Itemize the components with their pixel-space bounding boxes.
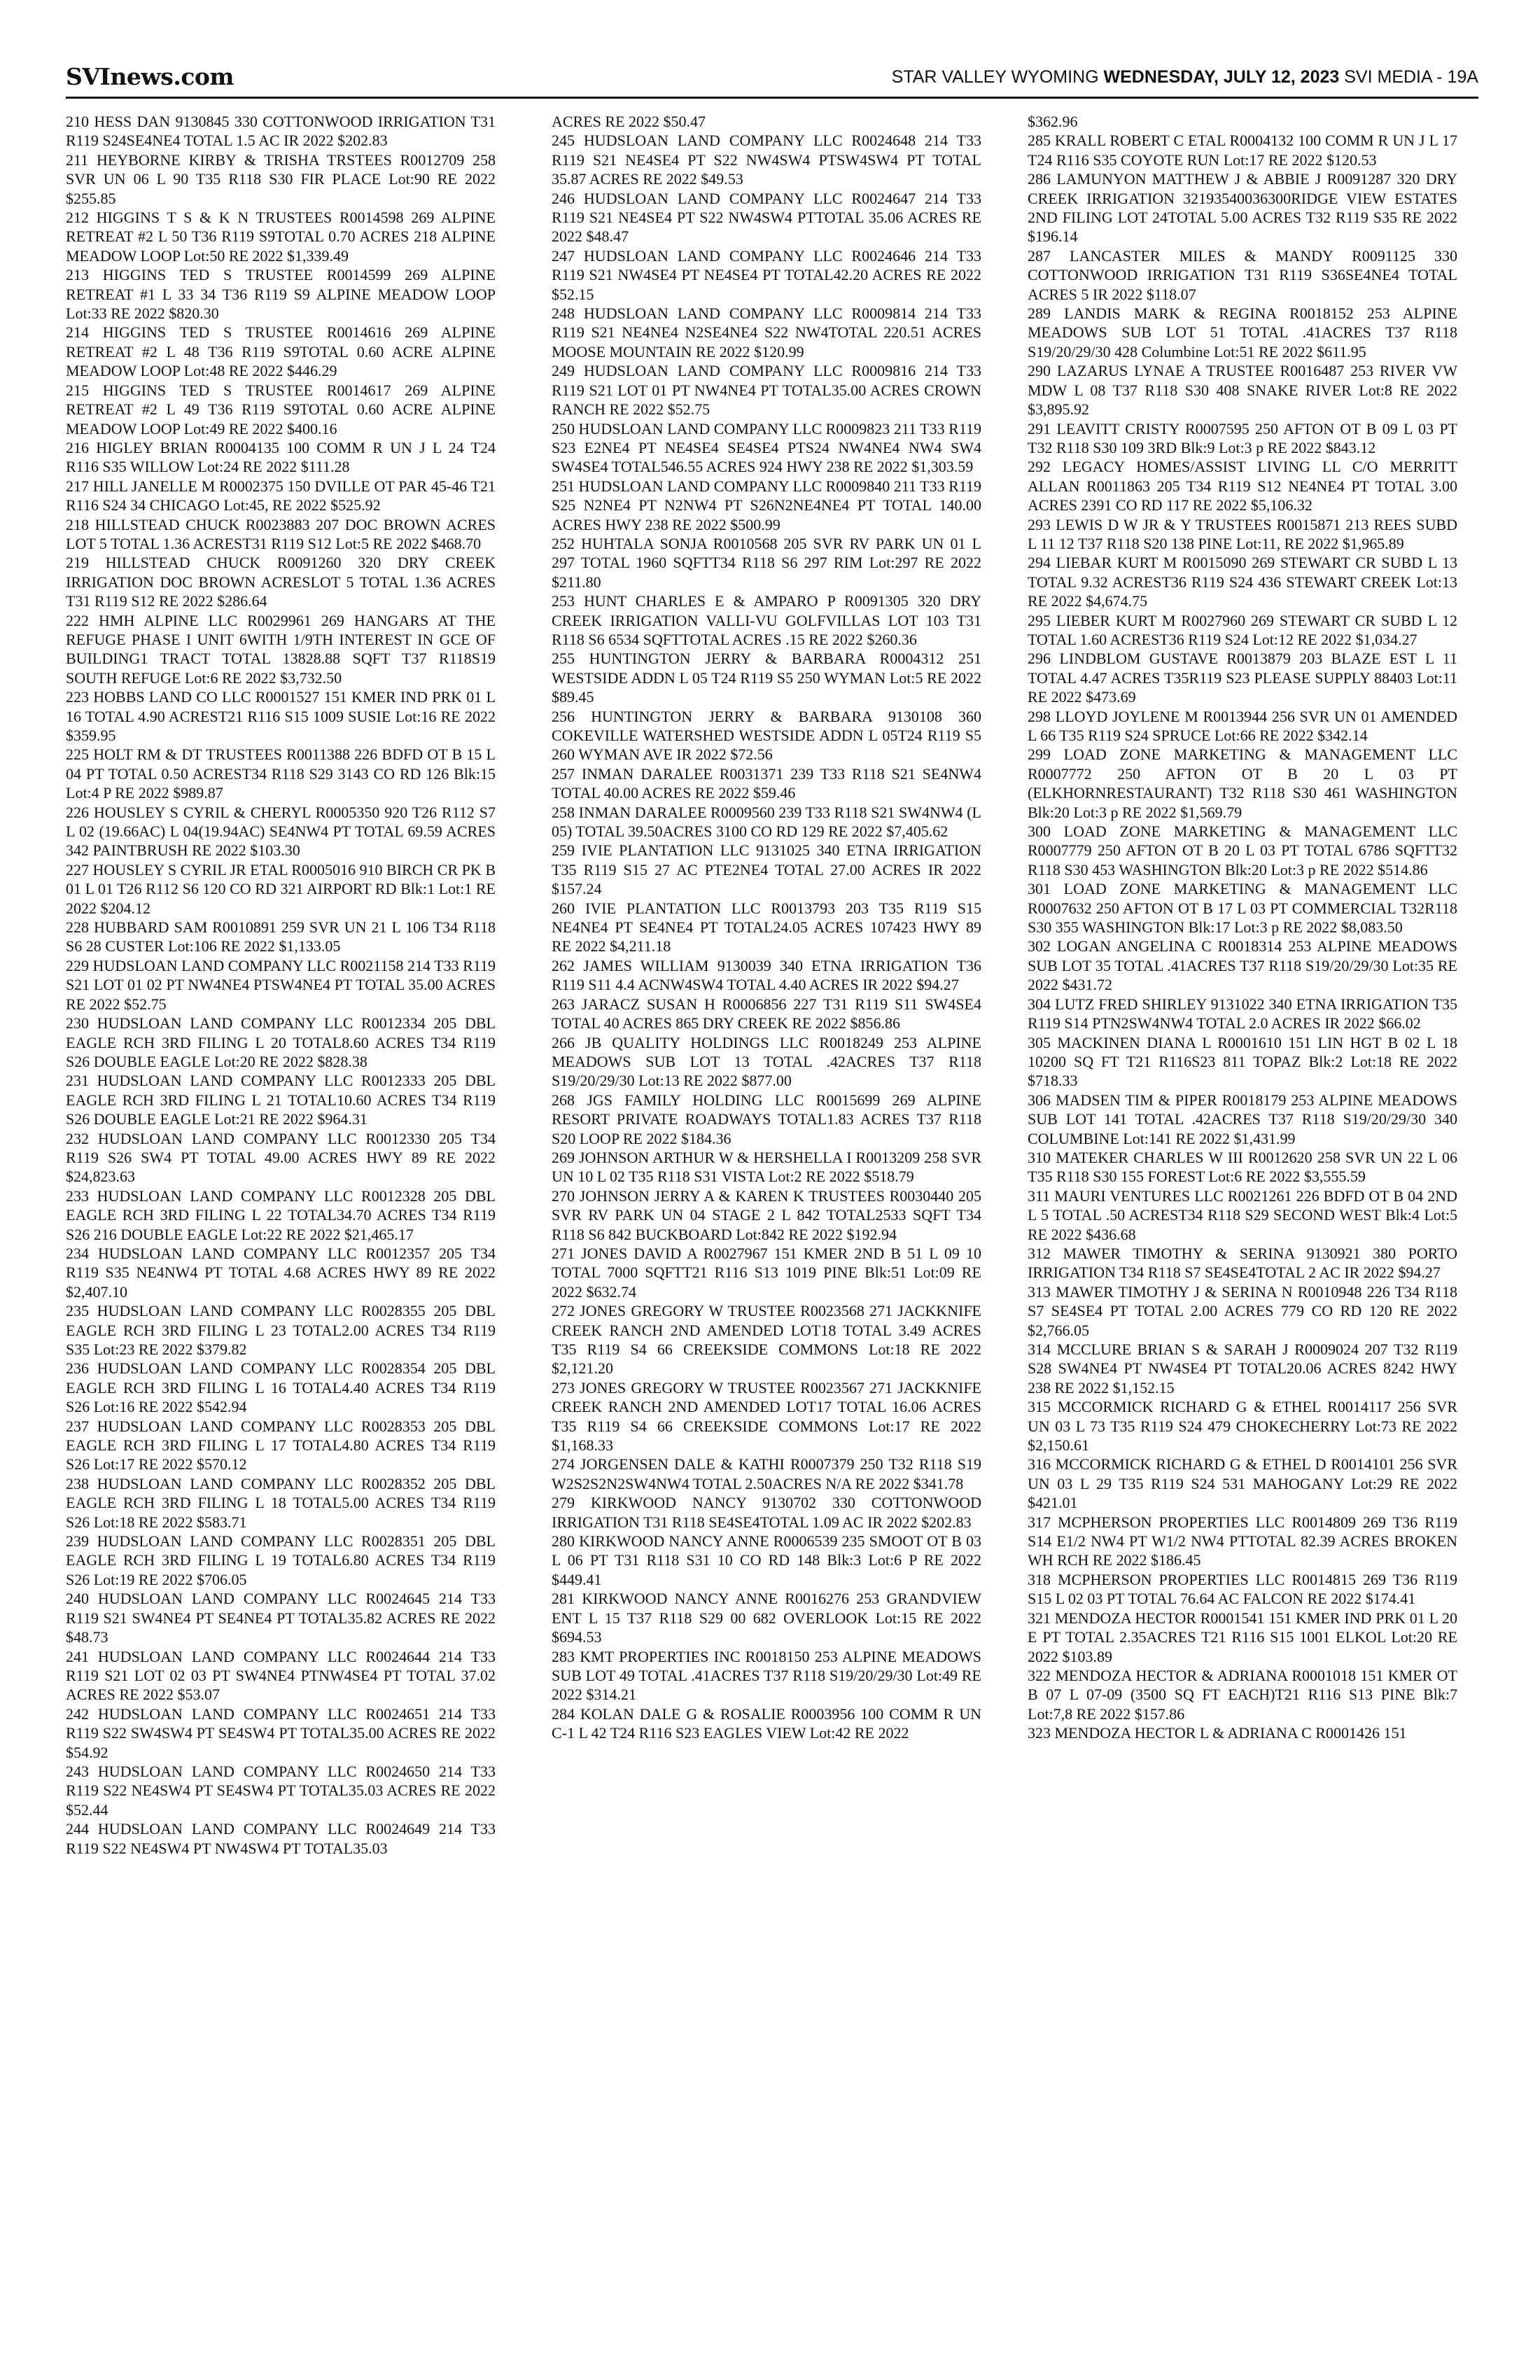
legal-notice-entry: 286 LAMUNYON MATTHEW J & ABBIE J R0091287 320 DRY CREEK IRRIGATION 32193540036300RIDGE VIEW ESTATES 2ND FILING LOT 24TOTAL 5.00 ACRES T32 R119 S35 RE 2022 $196.14 [1028, 170, 1457, 246]
legal-notice-entry: 272 JONES GREGORY W TRUSTEE R0023568 271 JACKKNIFE CREEK RANCH 2ND AMENDED LOT18 TOTAL 3.49 ACRES T35 R119 S4 66 CREEKSIDE COMMONS Lot:18 RE 2022 $2,121.20 [552, 1302, 981, 1378]
masthead [66, 62, 1478, 99]
dateline-place: STAR VALLEY WYOMING [891, 67, 1099, 87]
legal-notice-entry: $362.96 [1028, 113, 1078, 130]
legal-notice-entry: 235 HUDSLOAN LAND COMPANY LLC R0028355 205 DBL EAGLE RCH 3RD FILING L 23 TOTAL2.00 ACRES T34 R119 S35 Lot:23 RE 2022 $379.82 [66, 1302, 496, 1358]
legal-notice-entry: 228 HUBBARD SAM R0010891 259 SVR UN 21 L 106 T34 R118 S6 28 CUSTER Lot:106 RE 2022 $1,133.05 [66, 918, 496, 955]
legal-notice-entry: 270 JOHNSON JERRY A & KAREN K TRUSTEES R0030440 205 SVR RV PARK UN 04 STAGE 2 L 842 TOTAL2533 SQFT T34 R118 S6 842 BUCKBOARD Lot:842 RE 2022 $192.94 [552, 1186, 981, 1243]
legal-notice-entry: 222 HMH ALPINE LLC R0029961 269 HANGARS AT THE REFUGE PHASE I UNIT 6WITH 1/9TH INTEREST IN GCE OF BUILDING1 TRACT TOTAL 13828.88 SQFT T37 R118S19 SOUTH REFUGE Lot:6 RE 2022 $3,732.50 [66, 611, 496, 687]
legal-notice-entry: 271 JONES DAVID A R0027967 151 KMER 2ND B 51 L 09 10 TOTAL 7000 SQFTT21 R116 S13 1019 PINE Blk:51 Lot:09 RE 2022 $632.74 [552, 1244, 981, 1301]
legal-notice-entry: 259 IVIE PLANTATION LLC 9131025 340 ETNA IRRIGATION T35 R119 S15 27 AC PTE2NE4 TOTAL 27.00 ACRES IR 2022 $157.24 [552, 841, 981, 898]
legal-notice-entry: 216 HIGLEY BRIAN R0004135 100 COMM R UN J L 24 T24 R116 S35 WILLOW Lot:24 RE 2022 $111.28 [66, 438, 496, 476]
legal-notice-entry: 233 HUDSLOAN LAND COMPANY LLC R0012328 205 DBL EAGLE RCH 3RD FILING L 22 TOTAL34.70 ACRES T34 R119 S26 216 DOUBLE EAGLE Lot:22 RE 2022 $21,465.17 [66, 1186, 496, 1243]
legal-notice-entry: 212 HIGGINS T S & K N TRUSTEES R0014598 269 ALPINE RETREAT #2 L 50 T36 R119 S9TOTAL 0.70 ACRES 218 ALPINE MEADOW LOOP Lot:50 RE 2022 $1,339.49 [66, 209, 496, 265]
legal-notice-entry: 294 LIEBAR KURT M R0015090 269 STEWART CR SUBD L 13 TOTAL 9.32 ACREST36 R119 S24 436 STEWART CREEK Lot:13 RE 2022 $4,674.75 [1028, 554, 1457, 610]
legal-notice-entry: 234 HUDSLOAN LAND COMPANY LLC R0012357 205 T34 R119 S35 NE4NW4 PT TOTAL 4.68 ACRES HWY 89 RE 2022 $2,407.10 [66, 1244, 496, 1301]
legal-notice-entry: 248 HUDSLOAN LAND COMPANY LLC R0009814 214 T33 R119 S21 NE4NE4 N2SE4NE4 S22 NW4TOTAL 220.51 ACRES MOOSE MOUNTAIN RE 2022 $120.99 [552, 304, 981, 360]
legal-notice-entry: 292 LEGACY HOMES/ASSIST LIVING LL C/O MERRITT ALLAN R0011863 205 T34 R119 S12 NE4NE4 PT TOTAL 3.00 ACRES 2391 CO RD 117 RE 2022 $5,106.32 [1028, 458, 1457, 514]
legal-notice-entry: 219 HILLSTEAD CHUCK R0091260 320 DRY CREEK IRRIGATION DOC BROWN ACRESLOT 5 TOTAL 1.36 ACRES T31 R119 S12 RE 2022 $286.64 [66, 554, 496, 610]
legal-notice-entry: 283 KMT PROPERTIES INC R0018150 253 ALPINE MEADOWS SUB LOT 49 TOTAL .41ACRES T37 R118 S19/20/29/30 Lot:49 RE 2022 $314.21 [552, 1647, 981, 1704]
legal-notice-entry: 237 HUDSLOAN LAND COMPANY LLC R0028353 205 DBL EAGLE RCH 3RD FILING L 17 TOTAL4.80 ACRES T34 R119 S26 Lot:17 RE 2022 $570.12 [66, 1417, 496, 1474]
legal-notice-entry: 323 MENDOZA HECTOR L & ADRIANA C R0001426 151 [1028, 1724, 1407, 1742]
legal-notice-entry: 249 HUDSLOAN LAND COMPANY LLC R0009816 214 T33 R119 S21 LOT 01 PT NW4NE4 PT TOTAL35.00 ACRES CROWN RANCH RE 2022 $52.75 [552, 362, 981, 419]
legal-notice-entry: 230 HUDSLOAN LAND COMPANY LLC R0012334 205 DBL EAGLE RCH 3RD FILING L 20 TOTAL8.60 ACRES T34 R119 S26 DOUBLE EAGLE Lot:20 RE 2022 $828.38 [66, 1014, 496, 1070]
legal-notice-entry: 251 HUDSLOAN LAND COMPANY LLC R0009840 211 T33 R119 S25 N2NE4 PT N2NW4 PT S26N2NE4NE4 PT TOTAL 140.00 ACRES HWY 238 RE 2022 $500.99 [552, 477, 981, 533]
legal-notice-entry: 242 HUDSLOAN LAND COMPANY LLC R0024651 214 T33 R119 S22 SW4SW4 PT SE4SW4 PT TOTAL35.00 ACRES RE 2022 $54.92 [66, 1704, 496, 1761]
legal-notice-entry: 260 IVIE PLANTATION LLC R0013793 203 T35 R119 S15 NE4NE4 PT SE4NE4 PT TOTAL24.05 ACRES 107423 HWY 89 RE 2022 $4,211.18 [552, 899, 981, 955]
legal-notice-entry: 315 MCCORMICK RICHARD G & ETHEL R0014117 256 SVR UN 03 L 73 T35 R119 S24 479 CHOKECHERRY Lot:73 RE 2022 $2,150.61 [1028, 1398, 1457, 1455]
legal-notice-entry: ACRES RE 2022 $50.47 [552, 113, 706, 130]
legal-notice-entry: 305 MACKINEN DIANA L R0001610 151 LIN HGT B 02 L 18 10200 SQ FT T21 R116S23 811 TOPAZ Blk:2 Lot:18 RE 2022 $718.33 [1028, 1033, 1457, 1090]
legal-notice-entry: 301 LOAD ZONE MARKETING & MANAGEMENT LLC R0007632 250 AFTON OT B 17 L 03 PT COMMERCIAL T32R118 S30 355 WASHINGTON Blk:17 Lot:3 p RE 2022 $8,083.50 [1028, 880, 1457, 937]
legal-notice-entry: 314 MCCLURE BRIAN S & SARAH J R0009024 207 T32 R119 S28 SW4NE4 PT NW4SE4 PT TOTAL20.06 ACRES 8242 HWY 238 RE 2022 $1,152.15 [1028, 1340, 1457, 1396]
legal-notice-entry: 287 LANCASTER MILES & MANDY R0091125 330 COTTONWOOD IRRIGATION T31 R119 S36SE4NE4 TOTAL ACRES 5 IR 2022 $118.07 [1028, 246, 1457, 303]
legal-notice-entry: 296 LINDBLOM GUSTAVE R0013879 203 BLAZE EST L 11 TOTAL 4.47 ACRES T35R119 S23 PLEASE SUPPLY 88403 Lot:11 RE 2022 $473.69 [1028, 650, 1457, 706]
dateline [892, 67, 1478, 88]
legal-notice-entry: 269 JOHNSON ARTHUR W & HERSHELLA I R0013209 258 SVR UN 10 L 02 T35 R118 S31 VISTA Lot:2 RE 2022 $518.79 [552, 1148, 981, 1186]
legal-notice-entry: 298 LLOYD JOYLENE M R0013944 256 SVR UN 01 AMENDED L 66 T35 R119 S24 SPRUCE Lot:66 RE 2022 $342.14 [1028, 707, 1457, 744]
legal-notice-entry: 322 MENDOZA HECTOR & ADRIANA R0001018 151 KMER OT B 07 L 07-09 (3500 SQ FT EACH)T21 R116 S13 PINE Blk:7 Lot:7,8 RE 2022 $157.86 [1028, 1666, 1457, 1723]
legal-notice-entry: 281 KIRKWOOD NANCY ANNE R0016276 253 GRANDVIEW ENT L 15 T37 R118 S29 00 682 OVERLOOK Lot:15 RE 2022 $694.53 [552, 1590, 981, 1646]
legal-notice-entry: 223 HOBBS LAND CO LLC R0001527 151 KMER IND PRK 01 L 16 TOTAL 4.90 ACREST21 R116 S15 1009 SUSIE Lot:16 RE 2022 $359.95 [66, 688, 496, 744]
legal-notice-entry: 211 HEYBORNE KIRBY & TRISHA TRSTEES R0012709 258 SVR UN 06 L 90 T35 R118 S30 FIR PLACE Lot:90 RE 2022 $255.85 [66, 150, 496, 207]
legal-notice-entry: 236 HUDSLOAN LAND COMPANY LLC R0028354 205 DBL EAGLE RCH 3RD FILING L 16 TOTAL4.40 ACRES T34 R119 S26 Lot:16 RE 2022 $542.94 [66, 1359, 496, 1416]
legal-notice-entry: 210 HESS DAN 9130845 330 COTTONWOOD IRRIGATION T31 R119 S24SE4NE4 TOTAL 1.5 AC IR 2022 $202.83 [66, 113, 496, 150]
legal-notice-entry: 229 HUDSLOAN LAND COMPANY LLC R0021158 214 T33 R119 S21 LOT 01 02 PT NW4NE4 PTSW4NE4 PT TOTAL 35.00 ACRES RE 2022 $52.75 [66, 956, 496, 1013]
legal-notice-entry: 306 MADSEN TIM & PIPER R0018179 253 ALPINE MEADOWS SUB LOT 141 TOTAL .42ACRES T37 R118 S19/20/29/30 340 COLUMBINE Lot:141 RE 2022 $1,431.99 [1028, 1091, 1457, 1147]
legal-notice-entry: 215 HIGGINS TED S TRUSTEE R0014617 269 ALPINE RETREAT #2 L 49 T36 R119 S9TOTAL 0.60 ACRE ALPINE MEADOW LOOP Lot:49 RE 2022 $400.16 [66, 381, 496, 438]
legal-notice-entry: 241 HUDSLOAN LAND COMPANY LLC R0024644 214 T33 R119 S21 LOT 02 03 PT SW4NE4 PTNW4SE4 PT TOTAL 37.02 ACRES RE 2022 $53.07 [66, 1647, 496, 1704]
legal-notice-entry: 302 LOGAN ANGELINA C R0018314 253 ALPINE MEADOWS SUB LOT 35 TOTAL .41ACRES T37 R118 S19/20/29/30 Lot:35 RE 2022 $431.72 [1028, 937, 1457, 994]
legal-notice-entry: 279 KIRKWOOD NANCY 9130702 330 COTTONWOOD IRRIGATION T31 R118 SE4SE4TOTAL 1.09 AC IR 2022 $202.83 [552, 1494, 981, 1531]
legal-notice-entry: 321 MENDOZA HECTOR R0001541 151 KMER IND PRK 01 L 20 E PT TOTAL 2.35ACRES T21 R116 S15 1001 ELKOL Lot:20 RE 2022 $103.89 [1028, 1609, 1457, 1665]
legal-notice-entry: 310 MATEKER CHARLES W III R0012620 258 SVR UN 22 L 06 T35 R118 S30 155 FOREST Lot:6 RE 2022 $3,555.59 [1028, 1148, 1457, 1186]
legal-notice-entry: 225 HOLT RM & DT TRUSTEES R0011388 226 BDFD OT B 15 L 04 PT TOTAL 0.50 ACREST34 R118 S29 3143 CO RD 126 Blk:15 Lot:4 P RE 2022 $989.87 [66, 746, 496, 802]
legal-notice-entry: 239 HUDSLOAN LAND COMPANY LLC R0028351 205 DBL EAGLE RCH 3RD FILING L 19 TOTAL6.80 ACRES T34 R119 S26 Lot:19 RE 2022 $706.05 [66, 1532, 496, 1588]
legal-notice-entry: 245 HUDSLOAN LAND COMPANY LLC R0024648 214 T33 R119 S21 NE4SE4 PT S22 NW4SW4 PTSW4SW4 PT TOTAL 35.87 ACRES RE 2022 $49.53 [552, 132, 981, 188]
legal-notice-entry: 238 HUDSLOAN LAND COMPANY LLC R0028352 205 DBL EAGLE RCH 3RD FILING L 18 TOTAL5.00 ACRES T34 R119 S26 Lot:18 RE 2022 $583.71 [66, 1474, 496, 1531]
site-name: SVInews.com [66, 63, 234, 90]
dateline-edition: SVI MEDIA - 19A [1344, 67, 1478, 87]
legal-notice-entry: 284 KOLAN DALE G & ROSALIE R0003956 100 COMM R UN C-1 L 42 T24 R116 S23 EAGLES VIEW Lot:42 RE 2022 [552, 1704, 981, 1742]
legal-notice-entry: 250 HUDSLOAN LAND COMPANY LLC R0009823 211 T33 R119 S23 E2NE4 PT NE4SE4 SE4SE4 PTS24 NW4NE4 NW4 SW4 SW4SE4 TOTAL546.55 ACRES 924 HWY 238 RE 2022 $1,303.59 [552, 419, 981, 476]
legal-notice-entry: 240 HUDSLOAN LAND COMPANY LLC R0024645 214 T33 R119 S21 SW4NE4 PT SE4NE4 PT TOTAL35.82 ACRES RE 2022 $48.73 [66, 1590, 496, 1646]
legal-notice-entry: 244 HUDSLOAN LAND COMPANY LLC R0024649 214 T33 R119 S22 NE4SW4 PT NW4SW4 PT TOTAL35.03 [66, 1820, 496, 1857]
legal-notice-entry: 274 JORGENSEN DALE & KATHI R0007379 250 T32 R118 S19 W2S2S2N2SW4NW4 TOTAL 2.50ACRES N/A RE 2022 $341.78 [552, 1455, 981, 1492]
legal-notice-entry: 263 JARACZ SUSAN H R0006856 227 T31 R119 S11 SW4SE4 TOTAL 40 ACRES 865 DRY CREEK RE 2022 $856.86 [552, 995, 981, 1032]
legal-notice-entry: 266 JB QUALITY HOLDINGS LLC R0018249 253 ALPINE MEADOWS SUB LOT 13 TOTAL .42ACRES T37 R118 S19/20/29/30 Lot:13 RE 2022 $877.00 [552, 1033, 981, 1090]
legal-notice-entry: 300 LOAD ZONE MARKETING & MANAGEMENT LLC R0007779 250 AFTON OT B 20 L 03 PT TOTAL 6786 SQFTT32 R118 S30 453 WASHINGTON Blk:20 Lot:3 p RE 2022 $514.86 [1028, 822, 1457, 878]
legal-notice-entry: 291 LEAVITT CRISTY R0007595 250 AFTON OT B 09 L 03 PT T32 R118 S30 109 3RD Blk:9 Lot:3 p RE 2022 $843.12 [1028, 419, 1457, 456]
legal-notice-entry: 312 MAWER TIMOTHY & SERINA 9130921 380 PORTO IRRIGATION T34 R118 S7 SE4SE4TOTAL 2 AC IR 2022 $94.27 [1028, 1244, 1457, 1282]
legal-notice-entry: 253 HUNT CHARLES E & AMPARO P R0091305 320 DRY CREEK IRRIGATION VALLI-VU GOLFVILLAS LOT 103 T31 R118 S6 6534 SQFTTOTAL ACRES .15 RE 2022 $260.36 [552, 592, 981, 648]
legal-notice-entry: 257 INMAN DARALEE R0031371 239 T33 R118 S21 SE4NW4 TOTAL 40.00 ACRES RE 2022 $59.46 [552, 764, 981, 802]
legal-notice-entry: 214 HIGGINS TED S TRUSTEE R0014616 269 ALPINE RETREAT #2 L 48 T36 R119 S9TOTAL 0.60 ACRE ALPINE MEADOW LOOP Lot:48 RE 2022 $446.29 [66, 323, 496, 380]
legal-notice-entry: 290 LAZARUS LYNAE A TRUSTEE R0016487 253 RIVER VW MDW L 08 T37 R118 S30 408 SNAKE RIVER Lot:8 RE 2022 $3,895.92 [1028, 362, 1457, 419]
legal-notice-entry: 252 HUHTALA SONJA R0010568 205 SVR RV PARK UN 01 L 297 TOTAL 1960 SQFTT34 R118 S6 297 RIM Lot:297 RE 2022 $211.80 [552, 534, 981, 591]
legal-notice-entry: 213 HIGGINS TED S TRUSTEE R0014599 269 ALPINE RETREAT #1 L 33 34 T36 R119 S9 ALPINE MEADOW LOOP Lot:33 RE 2022 $820.30 [66, 266, 496, 323]
legal-notice-entry: 293 LEWIS D W JR & Y TRUSTEES R0015871 213 REES SUBD L 11 12 T37 R118 S20 138 PINE Lot:11, RE 2022 $1,965.89 [1028, 515, 1457, 552]
legal-notice-entry: 255 HUNTINGTON JERRY & BARBARA R0004312 251 WESTSIDE ADDN L 05 T24 R119 S5 250 WYMAN Lot:5 RE 2022 $89.45 [552, 650, 981, 706]
legal-notice-entry: 226 HOUSLEY S CYRIL & CHERYL R0005350 920 T26 R112 S7 L 02 (19.66AC) L 04(19.94AC) SE4NW4 PT TOTAL 69.59 ACRES 342 PAINTBRUSH RE 2022 $103.30 [66, 803, 496, 860]
legal-notice-entry: 311 MAURI VENTURES LLC R0021261 226 BDFD OT B 04 2ND L 5 TOTAL .50 ACREST34 R118 S29 SECOND WEST Blk:4 Lot:5 RE 2022 $436.68 [1028, 1186, 1457, 1243]
legal-notice-entry: 316 MCCORMICK RICHARD G & ETHEL D R0014101 256 SVR UN 03 L 29 T35 R119 S24 531 MAHOGANY Lot:29 RE 2022 $421.01 [1028, 1455, 1457, 1512]
legal-notice-entry: 243 HUDSLOAN LAND COMPANY LLC R0024650 214 T33 R119 S22 NE4SW4 PT SE4SW4 PT TOTAL35.03 ACRES RE 2022 $52.44 [66, 1762, 496, 1819]
legal-notice-entry: 218 HILLSTEAD CHUCK R0023883 207 DOC BROWN ACRES LOT 5 TOTAL 1.36 ACREST31 R119 S12 Lot:5 RE 2022 $468.70 [66, 515, 496, 552]
legal-notice-entry: 289 LANDIS MARK & REGINA R0018152 253 ALPINE MEADOWS SUB LOT 51 TOTAL .41ACRES T37 R118 S19/20/29/30 428 Columbine Lot:51 RE 2022 $611.95 [1028, 304, 1457, 360]
legal-notice-entry: 299 LOAD ZONE MARKETING & MANAGEMENT LLC R0007772 250 AFTON OT B 20 L 03 PT (ELKHORNRESTAURANT) T32 R118 S30 461 WASHINGTON Blk:20 Lot:3 p RE 2022 $1,569.79 [1028, 746, 1457, 821]
legal-notice-entry: 232 HUDSLOAN LAND COMPANY LLC R0012330 205 T34 R119 S26 SW4 PT TOTAL 49.00 ACRES HWY 89 RE 2022 $24,823.63 [66, 1129, 496, 1186]
legal-notice-entry: 217 HILL JANELLE M R0002375 150 DVILLE OT PAR 45-46 T21 R116 S24 34 CHICAGO Lot:45, RE 2022 $525.92 [66, 477, 496, 514]
column-1 [66, 112, 496, 2324]
column-2 [552, 112, 981, 2324]
column-3 [1028, 112, 1457, 2324]
legal-notice-entry: 304 LUTZ FRED SHIRLEY 9131022 340 ETNA IRRIGATION T35 R119 S14 PTN2SW4NW4 TOTAL 2.0 ACRES IR 2022 $66.02 [1028, 995, 1457, 1032]
legal-notice-entry: 256 HUNTINGTON JERRY & BARBARA 9130108 360 COKEVILLE WATERSHED WESTSIDE ADDN L 05T24 R119 S5 260 WYMAN AVE IR 2022 $72.56 [552, 707, 981, 764]
legal-notice-entry: 313 MAWER TIMOTHY J & SERINA N R0010948 226 T34 R118 S7 SE4SE4 PT TOTAL 2.00 ACRES 779 CO RD 120 RE 2022 $2,766.05 [1028, 1282, 1457, 1339]
legal-notice-entry: 227 HOUSLEY S CYRIL JR ETAL R0005016 910 BIRCH CR PK B 01 L 01 T26 R112 S6 120 CO RD 321 AIRPORT RD Blk:1 Lot:1 RE 2022 $204.12 [66, 860, 496, 917]
legal-notice-entry: 318 MCPHERSON PROPERTIES LLC R0014815 269 T36 R119 S15 L 02 03 PT TOTAL 76.64 AC FALCON RE 2022 $174.41 [1028, 1570, 1457, 1608]
legal-notice-entry: 247 HUDSLOAN LAND COMPANY LLC R0024646 214 T33 R119 S21 NW4SE4 PT NE4SE4 PT TOTAL42.20 ACRES RE 2022 $52.15 [552, 246, 981, 303]
legal-notice-entry: 285 KRALL ROBERT C ETAL R0004132 100 COMM R UN J L 17 T24 R116 S35 COYOTE RUN Lot:17 RE 2022 $120.53 [1028, 132, 1457, 169]
legal-notice-entry: 268 JGS FAMILY HOLDING LLC R0015699 269 ALPINE RESORT PRIVATE ROADWAYS TOTAL1.83 ACRES T37 R118 S20 LOOP RE 2022 $184.36 [552, 1091, 981, 1147]
dateline-date: WEDNESDAY, JULY 12, 2023 [1103, 67, 1340, 87]
legal-notice-entry: 246 HUDSLOAN LAND COMPANY LLC R0024647 214 T33 R119 S21 NE4SE4 PT S22 NW4SW4 PTTOTAL 35.06 ACRES RE 2022 $48.47 [552, 189, 981, 246]
legal-notice-entry: 295 LIEBER KURT M R0027960 269 STEWART CR SUBD L 12 TOTAL 1.60 ACREST36 R119 S24 Lot:12 RE 2022 $1,034.27 [1028, 611, 1457, 648]
legal-notice-entry: 258 INMAN DARALEE R0009560 239 T33 R118 S21 SW4NW4 (L 05) TOTAL 39.50ACRES 3100 CO RD 129 RE 2022 $7,405.62 [552, 803, 981, 841]
legal-notice-entry: 231 HUDSLOAN LAND COMPANY LLC R0012333 205 DBL EAGLE RCH 3RD FILING L 21 TOTAL10.60 ACRES T34 R119 S26 DOUBLE EAGLE Lot:21 RE 2022 $964.31 [66, 1072, 496, 1128]
legal-notice-entry: 280 KIRKWOOD NANCY ANNE R0006539 235 SMOOT OT B 03 L 06 PT T31 R118 S31 10 CO RD 148 Blk:3 Lot:6 P RE 2022 $449.41 [552, 1532, 981, 1588]
legal-notice-entry: 273 JONES GREGORY W TRUSTEE R0023567 271 JACKKNIFE CREEK RANCH 2ND AMENDED LOT17 TOTAL 16.06 ACRES T35 R119 S4 66 CREEKSIDE COMMONS Lot:17 RE 2022 $1,168.33 [552, 1378, 981, 1455]
legal-notice-entry: 317 MCPHERSON PROPERTIES LLC R0014809 269 T36 R119 S14 E1/2 NW4 PT W1/2 NW4 PTTOTAL 82.39 ACRES BROKEN WH RCH RE 2022 $186.45 [1028, 1513, 1457, 1569]
legal-notice-entry: 262 JAMES WILLIAM 9130039 340 ETNA IRRIGATION T36 R119 S11 4.4 ACNW4SW4 TOTAL 4.40 ACRES IR 2022 $94.27 [552, 956, 981, 994]
